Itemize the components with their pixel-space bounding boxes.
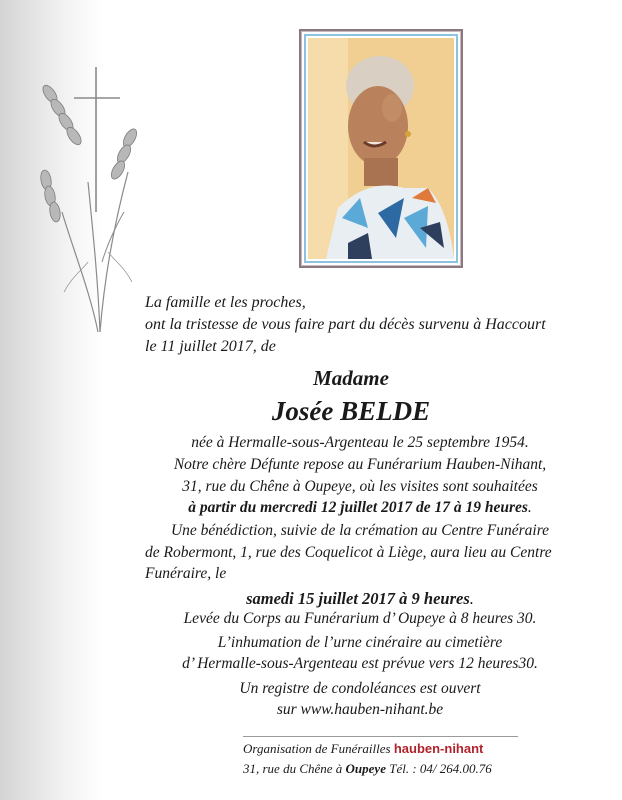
cross-wheat-ornament xyxy=(28,62,148,337)
footer-organisation xyxy=(243,741,483,757)
ceremony-date-period: . xyxy=(469,589,474,608)
footer-phone: Tél. : 04/ 264.00.76 xyxy=(389,761,492,776)
portrait-frame xyxy=(299,29,463,268)
urn-line-1: L’inhumation de l’urne cinéraire au cimetière xyxy=(217,634,503,651)
ceremony-date-line xyxy=(100,589,620,609)
visits-line xyxy=(100,499,620,517)
ceremony-date: samedi 15 juillet 2017 à 9 heures xyxy=(246,589,470,608)
deceased-name: Josée BELDE xyxy=(271,396,431,426)
ceremony-line-3: Funéraire, le xyxy=(145,565,227,582)
ceremony-line-1: Une bénédiction, suivie de la crémation au Centre Funéraire xyxy=(170,522,550,539)
intro-line-2: ont la tristesse de vous faire part du décès survenu à Haccourt xyxy=(145,316,546,333)
levee-line: Levée du Corps au Funérarium d’ Oupeye à 8 heures 30. xyxy=(183,610,537,627)
registry-link[interactable]: sur www.hauben-nihant.be xyxy=(276,701,444,718)
portrait-photo xyxy=(308,38,454,259)
honorific: Madame xyxy=(313,366,389,390)
footer-address xyxy=(243,761,492,777)
urn-line-2: d’ Hermalle-sous-Argenteau est prévue vers 12 heures30. xyxy=(182,655,538,672)
repose-line-2: 31, rue du Chêne à Oupeye, où les visites sont souhaitées xyxy=(182,478,538,495)
intro-line-3: le 11 juillet 2017, de xyxy=(145,338,276,355)
intro-line-1: La famille et les proches, xyxy=(145,294,306,311)
visits-time: à partir du mercredi 12 juillet 2017 de 17 à 19 heures xyxy=(188,499,528,516)
portrait-illustration xyxy=(308,38,454,259)
birth-line: née à Hermalle-sous-Argenteau le 25 septembre 1954. xyxy=(191,434,529,451)
footer-address-street: 31, rue du Chêne à xyxy=(243,761,343,776)
footer-brand-logo: hauben-nihant xyxy=(393,741,484,756)
ceremony-line-2: de Robermont, 1, rue des Coquelicot à Liège, aura lieu au Centre xyxy=(145,544,552,561)
registry-line-1: Un registre de condoléances est ouvert xyxy=(239,680,481,697)
repose-line-1: Notre chère Défunte repose au Funérarium Hauben-Nihant, xyxy=(173,456,547,473)
visits-period: . xyxy=(527,499,532,516)
footer-divider xyxy=(243,736,518,737)
footer-address-city: Oupeye xyxy=(345,761,386,776)
footer-org-prefix: Organisation de Funérailles xyxy=(243,741,391,756)
